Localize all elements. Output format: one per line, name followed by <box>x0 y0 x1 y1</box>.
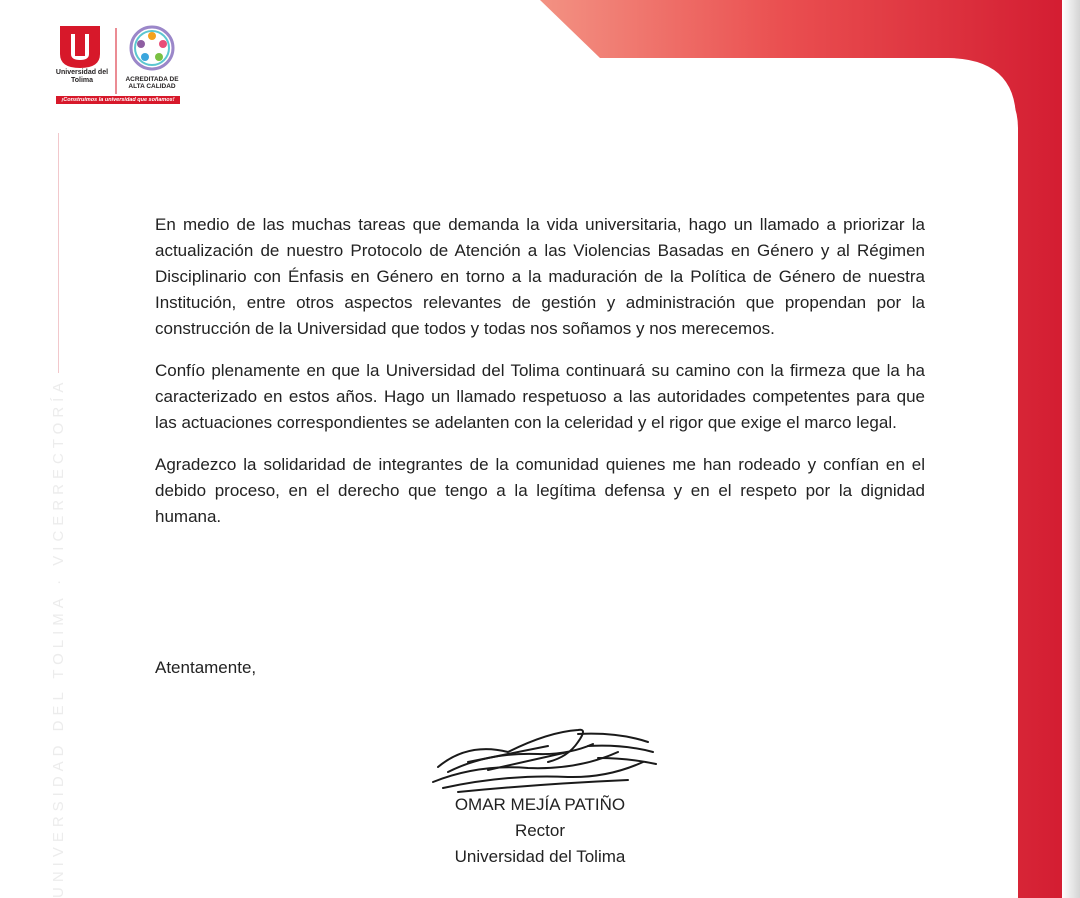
logo-university-name: Universidad del Tolima <box>55 69 109 84</box>
logo-slogan: ¡Construimos la universidad que soñamos! <box>56 96 180 104</box>
letter-body <box>155 212 925 546</box>
closing: Atentamente, <box>155 658 257 677</box>
signature-block <box>420 792 660 870</box>
signer-title: Rector <box>514 821 566 840</box>
signer-name: OMAR MEJÍA PATIÑO <box>454 795 626 814</box>
paragraph-1: En medio de las muchas tareas que demanda la vida universitaria, hago un llamado a priorizar la actualización de nuestro Protocolo de Atención a las Violencias Basadas en Género y al Régimen Disciplinario con Énfasis en Género en torno a la maduración de la Política de Género de nuestra Institución, entre otros aspectos relevantes de gestión y administración que propendan por la construcción de la Universidad que todos y todas nos soñamos y nos merecemos. <box>155 215 925 338</box>
paragraph-3: Agradezco la solidaridad de integrantes de la comunidad quienes me han rodeado y confían en el debido proceso, en el derecho que tengo a la legítima defensa y en el respeto por la dignidad humana. <box>155 455 925 526</box>
university-logo <box>52 24 184 108</box>
signer-institution: Universidad del Tolima <box>454 847 626 866</box>
vertical-watermark-text: UNIVERSIDAD DEL TOLIMA · VICERRECTORÍA <box>50 377 67 898</box>
paragraph-2: Confío plenamente en que la Universidad del Tolima continuará su camino con la firmeza que la ha caracterizado en estos años. Hago un llamado respetuoso a las autoridades competentes para que las actuaciones correspondientes se adelanten con la celeridad y el rigor que exige el marco legal. <box>155 361 925 432</box>
logo-accreditation: ACREDITADA DE ALTA CALIDAD <box>125 76 179 90</box>
handwritten-signature <box>428 722 663 797</box>
